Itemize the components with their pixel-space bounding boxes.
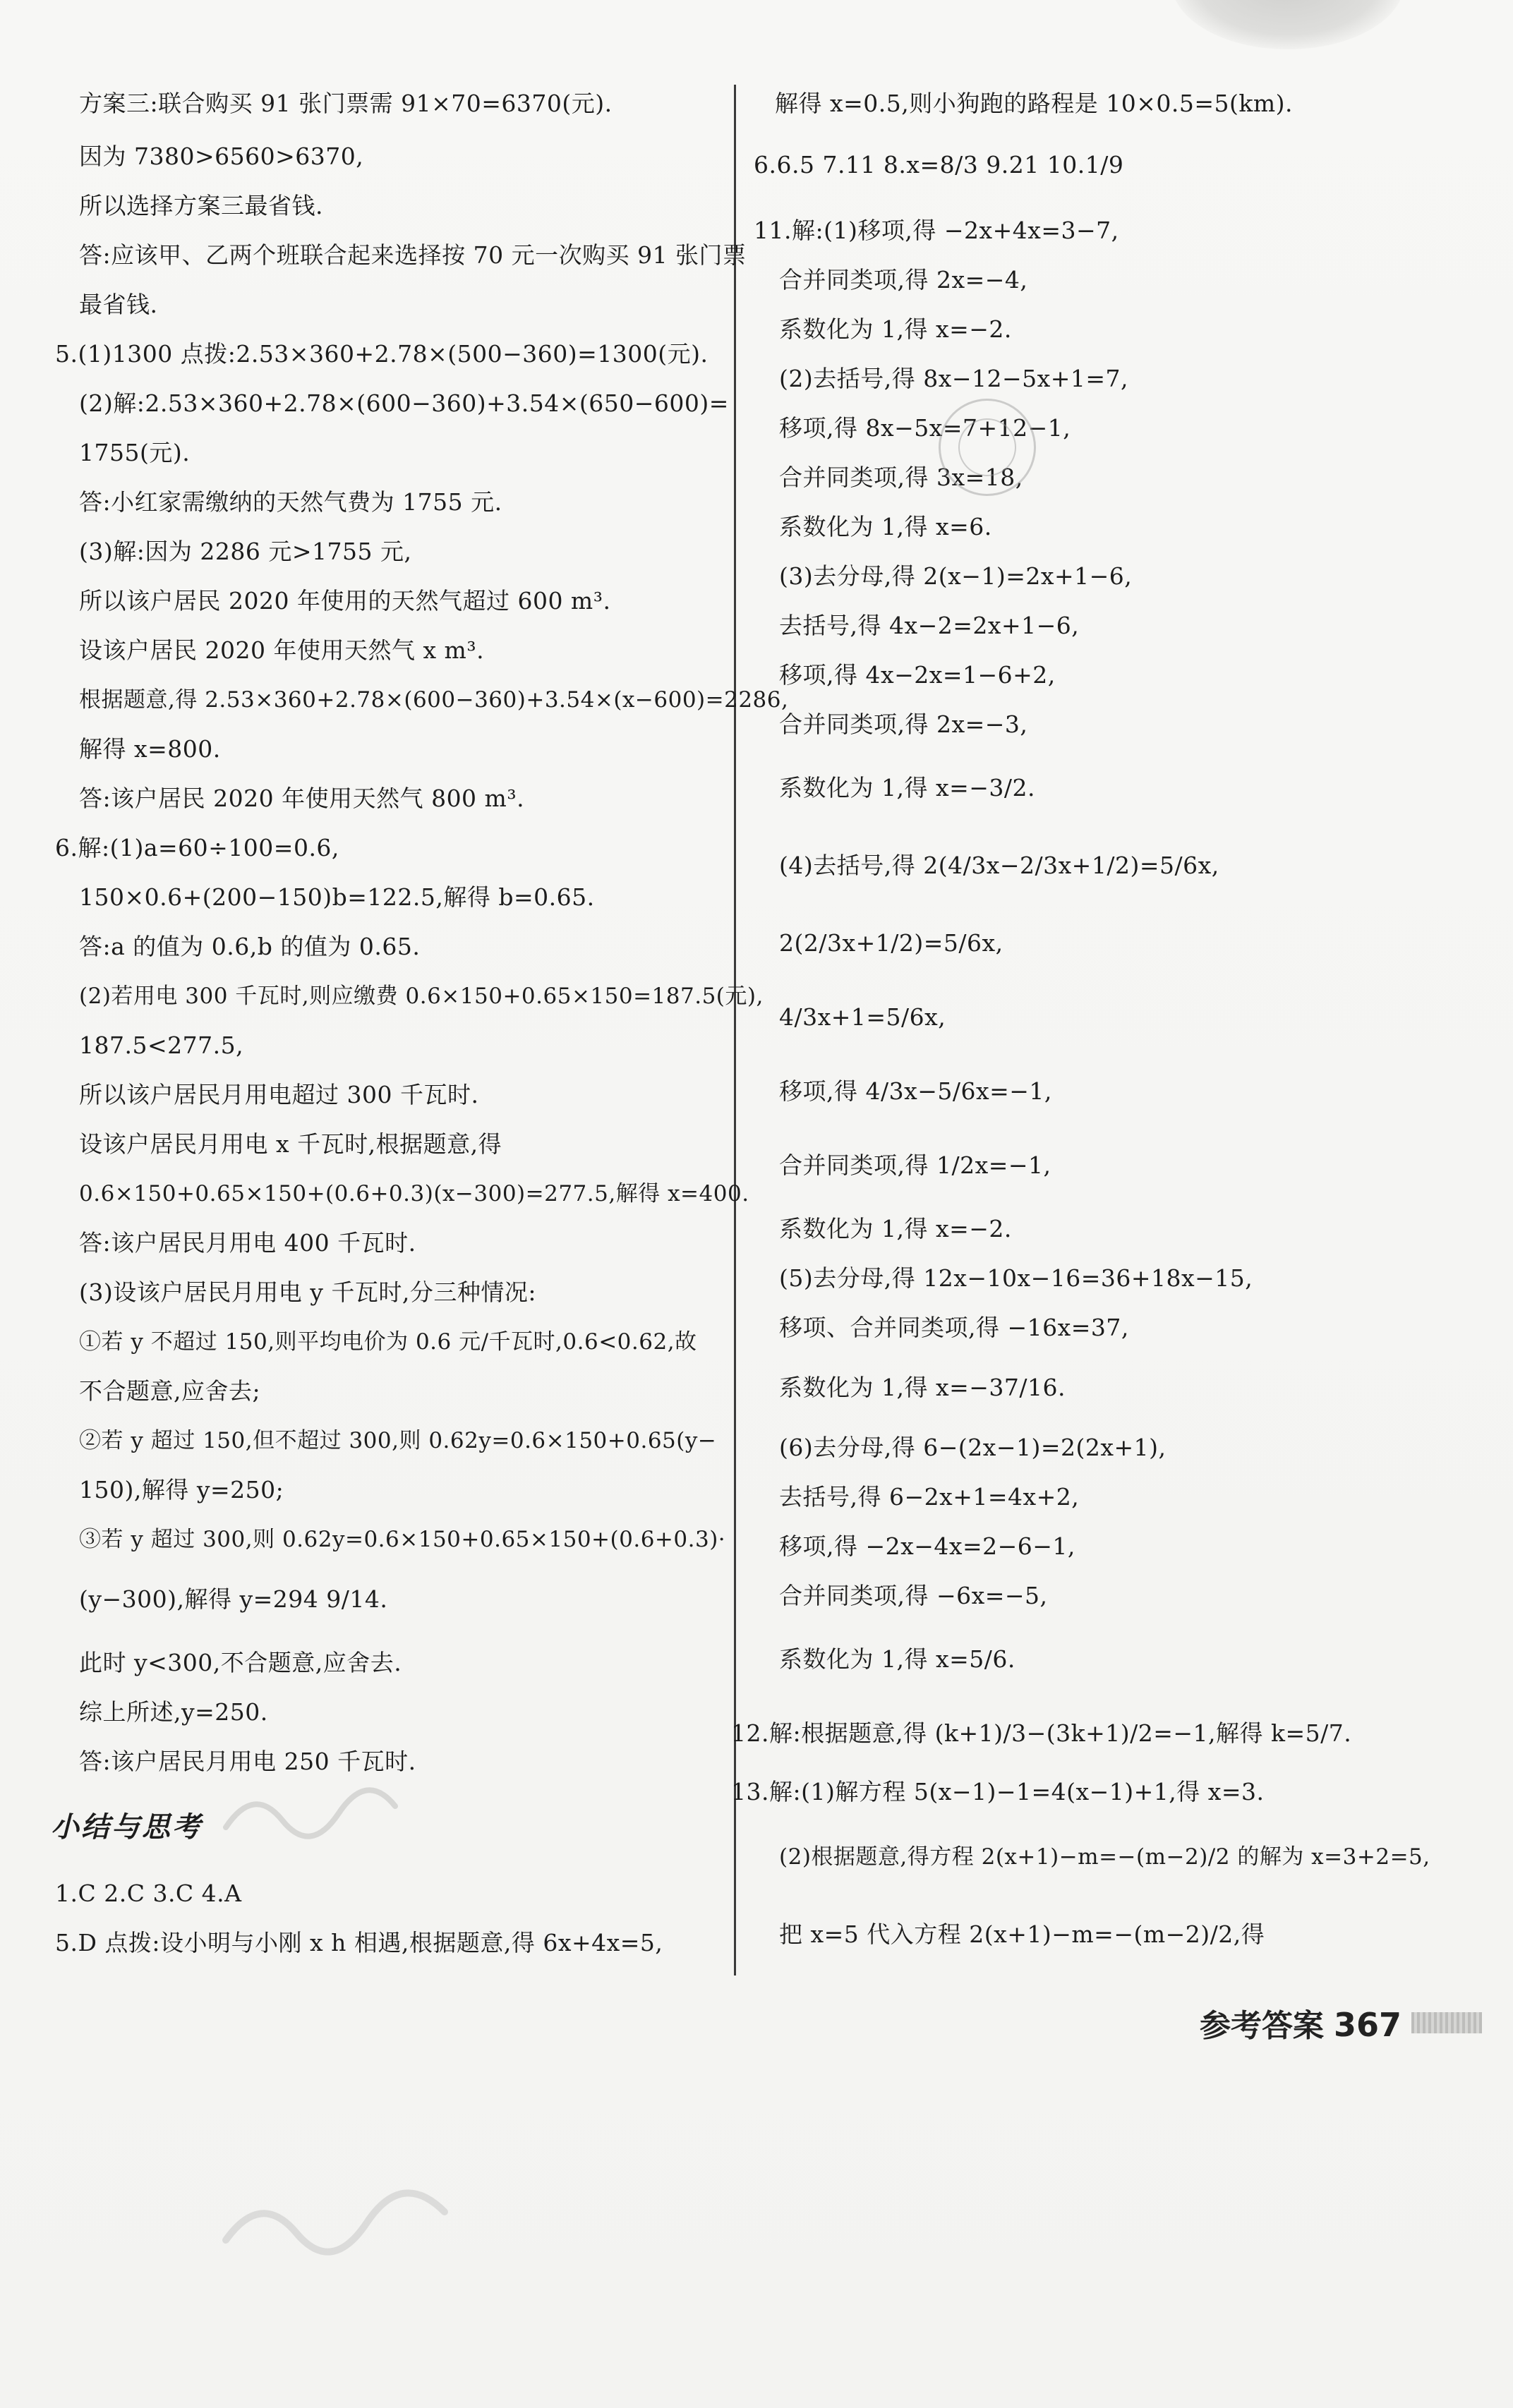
text-line: (6)去分母,得 6−(2x−1)=2(2x+1), bbox=[779, 1434, 1167, 1461]
text-line: 系数化为 1,得 x=5/6. bbox=[779, 1645, 1015, 1673]
watermark-mark-icon bbox=[212, 1778, 423, 1841]
text-line: 移项、合并同类项,得 −16x=37, bbox=[779, 1314, 1129, 1341]
text-line: 系数化为 1,得 x=−3/2. bbox=[779, 774, 1035, 801]
text-line: 13.解:(1)解方程 5(x−1)−1=4(x−1)+1,得 x=3. bbox=[731, 1778, 1265, 1805]
text-line: 0.6×150+0.65×150+(0.6+0.3)(x−300)=277.5,解得 x=400. bbox=[79, 1181, 749, 1206]
text-line: 答:a 的值为 0.6,b 的值为 0.65. bbox=[79, 933, 421, 960]
footer-label: 参考答案 bbox=[1200, 2008, 1324, 2044]
text-line: 系数化为 1,得 x=−2. bbox=[779, 315, 1012, 343]
text-line: 系数化为 1,得 x=−37/16. bbox=[779, 1374, 1066, 1401]
text-line: 合并同类项,得 3x=18, bbox=[779, 464, 1023, 491]
text-line: 2(2/3x+1/2)=5/6x, bbox=[779, 929, 1003, 957]
text-line: 方案三:联合购买 91 张门票需 91×70=6370(元). bbox=[79, 90, 613, 117]
text-line: 移项,得 −2x−4x=2−6−1, bbox=[779, 1532, 1075, 1560]
stamp-ring-icon bbox=[941, 401, 1033, 493]
text-line: 150×0.6+(200−150)b=122.5,解得 b=0.65. bbox=[79, 883, 595, 911]
text-line: 移项,得 4/3x−5/6x=−1, bbox=[779, 1077, 1052, 1105]
text-line: 1755(元). bbox=[79, 439, 191, 466]
text-line: 所以该户居民月用电超过 300 千瓦时. bbox=[79, 1081, 479, 1108]
text-line: 6.6.5 7.11 8.x=8/3 9.21 10.1/9 bbox=[754, 151, 1124, 179]
watermark-logo-icon bbox=[212, 1778, 423, 1852]
text-line: 系数化为 1,得 x=6. bbox=[779, 513, 992, 540]
text-line: 此时 y<300,不合题意,应舍去. bbox=[79, 1649, 402, 1676]
section-title: 小结与思考 bbox=[51, 1811, 203, 1844]
text-line: 移项,得 4x−2x=1−6+2, bbox=[779, 661, 1056, 689]
text-line: 所以该户居民 2020 年使用的天然气超过 600 m³. bbox=[79, 587, 611, 615]
text-line: 答:该户居民月用电 250 千瓦时. bbox=[79, 1748, 416, 1775]
text-line: 合并同类项,得 2x=−4, bbox=[779, 266, 1028, 294]
text-line: 综上所述,y=250. bbox=[79, 1698, 268, 1726]
footer-bar-decoration bbox=[1411, 2012, 1482, 2033]
text-line: ②若 y 超过 150,但不超过 300,则 0.62y=0.6×150+0.65(y− bbox=[79, 1428, 717, 1453]
text-line: 合并同类项,得 2x=−3, bbox=[779, 710, 1028, 738]
text-line: 4/3x+1=5/6x, bbox=[779, 1003, 946, 1031]
text-line: 合并同类项,得 1/2x=−1, bbox=[779, 1151, 1051, 1179]
text-line: 去括号,得 6−2x+1=4x+2, bbox=[779, 1483, 1080, 1511]
page-number: 367 bbox=[1334, 2006, 1402, 2044]
text-line: 根据题意,得 2.53×360+2.78×(600−360)+3.54×(x−600)=2286, bbox=[79, 687, 789, 713]
text-line: 187.5<277.5, bbox=[79, 1031, 244, 1059]
text-line: 1.C 2.C 3.C 4.A bbox=[55, 1880, 242, 1907]
text-line: 设该户居民月用电 x 千瓦时,根据题意,得 bbox=[79, 1130, 502, 1158]
text-line: ①若 y 不超过 150,则平均电价为 0.6 元/千瓦时,0.6<0.62,故 bbox=[79, 1329, 697, 1355]
text-line: (2)解:2.53×360+2.78×(600−360)+3.54×(650−600)= bbox=[79, 389, 729, 417]
text-line: (3)解:因为 2286 元>1755 元, bbox=[79, 538, 412, 565]
text-line: 5.D 点拨:设小明与小刚 x h 相遇,根据题意,得 6x+4x=5, bbox=[55, 1929, 663, 1956]
text-line: 设该户居民 2020 年使用天然气 x m³. bbox=[79, 636, 485, 664]
text-line: 所以选择方案三最省钱. bbox=[79, 192, 323, 219]
text-line: 解得 x=0.5,则小狗跑的路程是 10×0.5=5(km). bbox=[775, 90, 1294, 117]
text-line: 系数化为 1,得 x=−2. bbox=[779, 1215, 1012, 1242]
text-line: (2)根据题意,得方程 2(x+1)−m=−(m−2)/2 的解为 x=3+2=5, bbox=[779, 1844, 1430, 1870]
watermark-logo-icon-lower bbox=[212, 2180, 466, 2271]
text-line: 答:小红家需缴纳的天然气费为 1755 元. bbox=[79, 488, 502, 516]
text-line: 去括号,得 4x−2=2x+1−6, bbox=[779, 612, 1080, 639]
text-line: (4)去括号,得 2(4/3x−2/3x+1/2)=5/6x, bbox=[779, 852, 1219, 879]
text-line: 150),解得 y=250; bbox=[79, 1476, 284, 1504]
text-line: 答:应该甲、乙两个班联合起来选择按 70 元一次购买 91 张门票 bbox=[79, 241, 747, 269]
text-line: 因为 7380>6560>6370, bbox=[79, 143, 364, 170]
page-footer bbox=[1200, 2000, 1402, 2045]
text-line: 5.(1)1300 点拨:2.53×360+2.78×(500−360)=1300(元). bbox=[55, 340, 709, 368]
text-line: (2)若用电 300 千瓦时,则应缴费 0.6×150+0.65×150=187.5(元), bbox=[79, 984, 764, 1009]
text-line: 不合题意,应舍去; bbox=[79, 1377, 261, 1405]
text-line: (y−300),解得 y=294 9/14. bbox=[79, 1585, 388, 1613]
text-line: (3)去分母,得 2(x−1)=2x+1−6, bbox=[779, 562, 1133, 590]
watermark-mark-icon bbox=[212, 2180, 466, 2258]
text-line: 最省钱. bbox=[79, 291, 158, 318]
text-line: 12.解:根据题意,得 (k+1)/3−(3k+1)/2=−1,解得 k=5/7. bbox=[731, 1719, 1352, 1747]
text-line: 解得 x=800. bbox=[79, 735, 221, 763]
text-line: 把 x=5 代入方程 2(x+1)−m=−(m−2)/2,得 bbox=[779, 1920, 1265, 1948]
text-line: ③若 y 超过 300,则 0.62y=0.6×150+0.65×150+(0.6+0.3)· bbox=[79, 1527, 726, 1552]
text-line: (5)去分母,得 12x−10x−16=36+18x−15, bbox=[779, 1264, 1253, 1292]
text-line: 11.解:(1)移项,得 −2x+4x=3−7, bbox=[754, 217, 1119, 244]
text-line: (2)去括号,得 8x−12−5x+1=7, bbox=[779, 365, 1129, 392]
text-line: 答:该户居民 2020 年使用天然气 800 m³. bbox=[79, 785, 525, 812]
text-line: (3)设该户居民月用电 y 千瓦时,分三种情况: bbox=[79, 1278, 536, 1306]
column-divider bbox=[734, 85, 736, 1976]
page-corner-shadow bbox=[1171, 0, 1404, 49]
text-line: 合并同类项,得 −6x=−5, bbox=[779, 1582, 1048, 1609]
text-line: 答:该户居民月用电 400 千瓦时. bbox=[79, 1229, 416, 1257]
text-line: 移项,得 8x−5x=7+12−1, bbox=[779, 414, 1071, 442]
text-line: 6.解:(1)a=60÷100=0.6, bbox=[55, 834, 339, 861]
